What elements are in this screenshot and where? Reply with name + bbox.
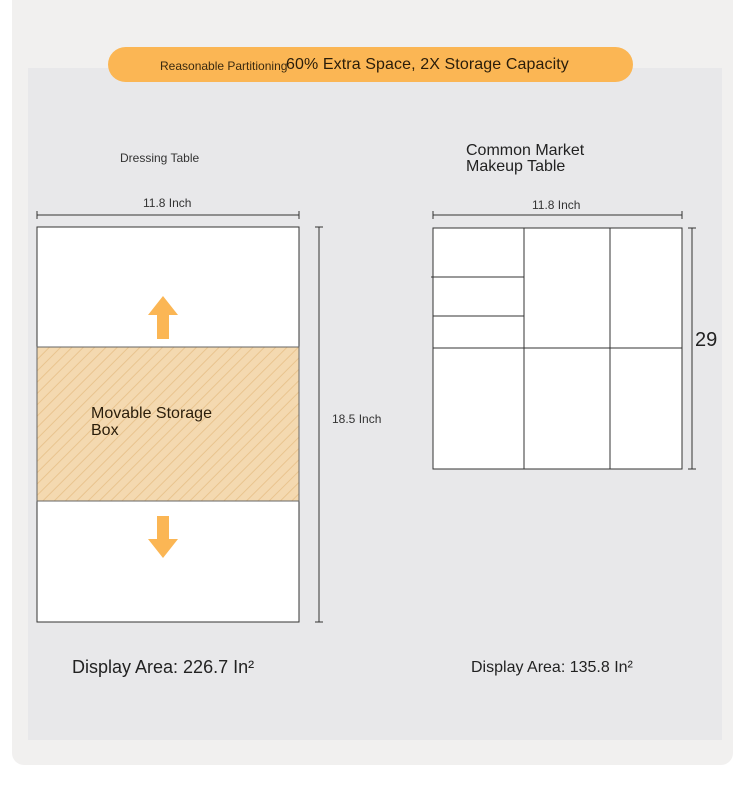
left-width-label: 11.8 Inch [143, 196, 192, 210]
right-height-label: 29 [695, 329, 718, 351]
common-table-title-line1: Common Market [466, 142, 585, 159]
left-height-label: 18.5 Inch [332, 412, 382, 426]
banner-subtitle: Reasonable Partitioning [160, 59, 288, 73]
storage-box-label [91, 405, 212, 439]
left-width-dimension [37, 211, 299, 219]
left-display-area: Display Area: 226.7 In² [72, 657, 255, 677]
common-table-title [466, 143, 584, 175]
makeup-table-grid [431, 228, 682, 469]
storage-box-label-line2: Box [91, 422, 119, 439]
dressing-table-title: Dressing Table [120, 151, 200, 165]
right-display-area: Display Area: 135.8 In² [471, 659, 633, 676]
common-table-title-line2: Makeup Table [466, 158, 566, 175]
left-height-dimension [315, 227, 323, 622]
storage-box-label-line1: Movable Storage [91, 405, 212, 422]
right-width-label: 11.8 Inch [532, 198, 581, 212]
banner-headline: 60% Extra Space, 2X Storage Capacity [286, 56, 569, 73]
right-width-dimension [433, 211, 682, 219]
